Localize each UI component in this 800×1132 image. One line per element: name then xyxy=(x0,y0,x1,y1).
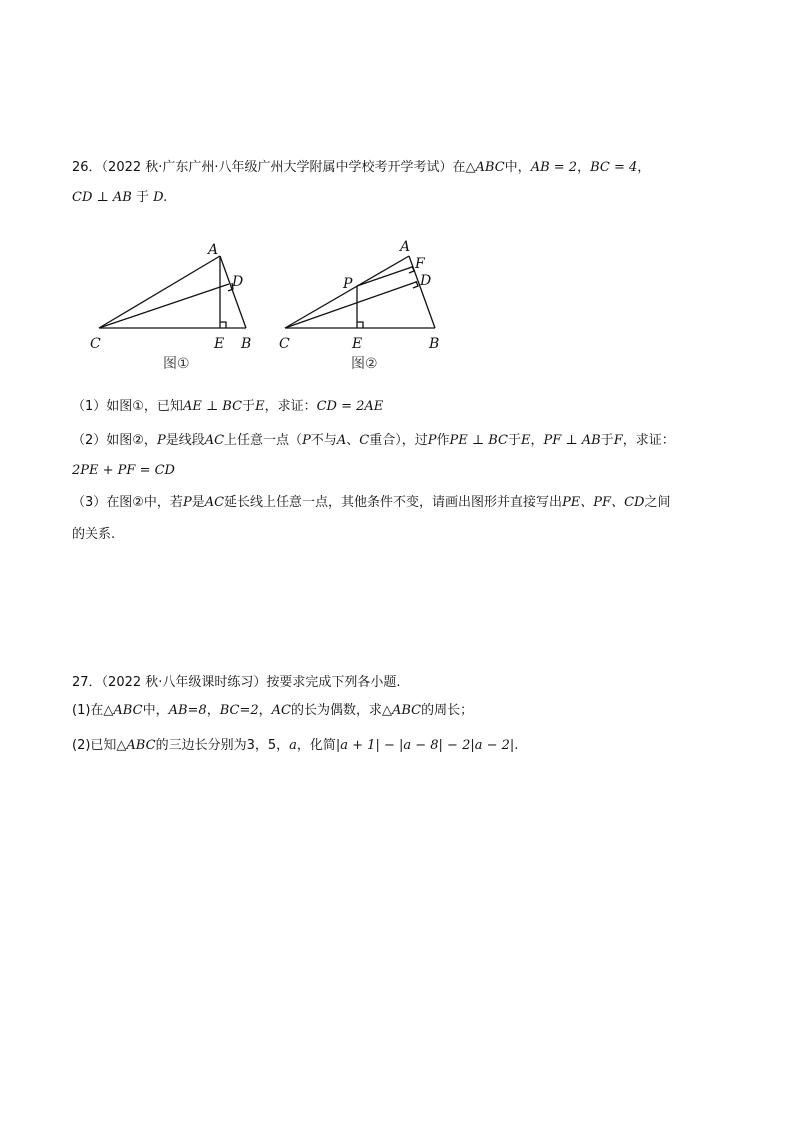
q26-text: 中， xyxy=(504,160,531,175)
label-f: F xyxy=(415,256,425,272)
figure-1-caption: 图① xyxy=(163,356,190,372)
label-e: E xyxy=(214,336,225,352)
q26-source: 26．（2022 秋·广东广州·八年级广州大学附属中学校考开学考试）在 xyxy=(72,160,466,175)
q27-text: 中， xyxy=(142,703,169,718)
q26-part2-goal xyxy=(72,461,175,481)
point-f: F xyxy=(613,433,623,448)
label-d: D xyxy=(420,273,432,289)
sep: ， xyxy=(258,703,272,718)
triangle-abc: △ABC xyxy=(116,738,156,753)
q26-text: 上任意一点（ xyxy=(224,433,303,448)
q26-text: 是 xyxy=(191,495,205,510)
q26-text: 于 xyxy=(507,433,521,448)
point-p: P xyxy=(302,433,311,448)
q27-text: 的三边长分别为3，5， xyxy=(155,738,290,753)
label-d: D xyxy=(232,274,244,290)
point-c: C xyxy=(359,433,370,448)
pe-perp-bc: PE ⊥ BC xyxy=(449,433,508,448)
point-p: P xyxy=(182,495,192,510)
pe-pf-cd: PE、PF、CD xyxy=(562,495,645,510)
q26-line1 xyxy=(72,158,650,178)
q26-text: （3）在图②中，若 xyxy=(72,495,183,510)
q26-text: 于 xyxy=(135,190,149,205)
point-d: D. xyxy=(153,190,168,205)
q26-text: 重合），过 xyxy=(369,433,428,448)
label-a: A xyxy=(400,239,411,255)
period: . xyxy=(514,738,519,753)
bc-eq: BC=2 xyxy=(219,703,259,718)
q27-part2 xyxy=(72,736,518,756)
point-p: P xyxy=(427,433,437,448)
q26-text: 于 xyxy=(600,433,614,448)
label-b: B xyxy=(429,336,440,352)
point-e: E xyxy=(255,399,265,414)
q27-line1 xyxy=(72,673,401,693)
q27-part1 xyxy=(72,701,473,721)
pf-perp-ab: PF ⊥ AB xyxy=(543,433,601,448)
segment-ca xyxy=(99,256,220,328)
ab-eq: AB=8 xyxy=(168,703,207,718)
q26-text: 的关系. xyxy=(72,527,116,542)
point-a: A xyxy=(336,433,347,448)
segment-ac: AC xyxy=(204,433,225,448)
q26-text: 于 xyxy=(242,399,256,414)
goal-2pe-pf-cd: 2PE + PF = CD xyxy=(72,463,175,478)
point-e: E xyxy=(520,433,531,448)
q26-part1 xyxy=(72,397,383,417)
q26-part2 xyxy=(72,431,675,451)
right-angle-e xyxy=(220,322,226,328)
q27-text: ，化简 xyxy=(296,738,336,753)
q26-text: 之间 xyxy=(644,495,671,510)
triangle-abc: △ABC xyxy=(465,160,505,175)
label-e: E xyxy=(352,336,363,352)
q26-text: 作 xyxy=(436,433,450,448)
q26-line2 xyxy=(72,188,167,208)
point-p: P xyxy=(156,433,166,448)
q26-text: ， xyxy=(530,433,544,448)
sep: ， xyxy=(577,160,591,175)
q26-text: 、 xyxy=(346,433,360,448)
sep: ， xyxy=(206,703,220,718)
cd-perp-ab: CD ⊥ AB xyxy=(72,190,132,205)
q26-text: （1）如图①，已知 xyxy=(72,399,183,414)
segment-cd xyxy=(99,284,229,328)
label-p: P xyxy=(343,276,353,292)
q26-part3 xyxy=(72,493,670,513)
label-a: A xyxy=(208,242,219,258)
segment-ca xyxy=(285,256,409,328)
figure-2-caption: 图② xyxy=(351,356,378,372)
ab-eq: AB = 2 xyxy=(530,160,578,175)
q26-text: ，求证： xyxy=(622,433,675,448)
figure-2 xyxy=(275,236,450,373)
q26-text: （2）如图②， xyxy=(72,433,157,448)
segment-ab xyxy=(220,256,246,328)
q26-text: ，求证： xyxy=(264,399,317,414)
q27-text: 的长为偶数，求 xyxy=(290,703,382,718)
q26-part3-line2 xyxy=(72,525,115,545)
q27-text: (2)已知 xyxy=(72,738,117,753)
segment-ac: AC xyxy=(204,495,225,510)
q26-text: 延长线上任意一点，其他条件不变，请画出图形并直接写出 xyxy=(224,495,563,510)
segment-ac: AC xyxy=(271,703,291,718)
triangle-abc: △ABC xyxy=(381,703,422,718)
right-angle-e xyxy=(357,322,363,328)
abs-expression: |a + 1| − |a − 8| − 2|a − 2| xyxy=(335,738,515,753)
goal-cd-2ae: CD = 2AE xyxy=(316,399,384,414)
q27-source: 27．（2022 秋·八年级课时练习）按要求完成下列各小题. xyxy=(72,675,401,690)
q26-text: 不与 xyxy=(310,433,337,448)
label-b: B xyxy=(241,336,252,352)
label-c: C xyxy=(90,336,101,352)
q27-text: (1)在 xyxy=(72,703,104,718)
q27-text: 的周长； xyxy=(421,703,474,718)
label-c: C xyxy=(279,336,290,352)
sep: ， xyxy=(637,160,651,175)
var-a: a xyxy=(289,738,297,753)
q26-text: 是线段 xyxy=(165,433,205,448)
ae-perp-bc: AE ⊥ BC xyxy=(182,399,243,414)
triangle-abc: △ABC xyxy=(103,703,143,718)
bc-eq: BC = 4 xyxy=(590,160,638,175)
figure-1 xyxy=(85,238,265,373)
